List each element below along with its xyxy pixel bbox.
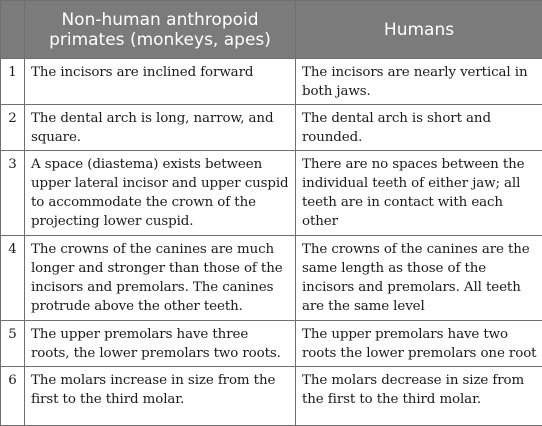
header-row	[1, 1, 542, 59]
humans-cell: The incisors are nearly vertical in both jaws.	[296, 59, 542, 105]
humans-cell: The upper premolars have two roots the lower premolars one root	[296, 321, 542, 367]
table-row	[1, 151, 542, 236]
row-number: 4	[1, 236, 25, 321]
primates-cell: The incisors are inclined forward	[25, 59, 296, 105]
row-number: 1	[1, 59, 25, 105]
primates-cell: The molars increase in size from the first to the third molar.	[25, 367, 296, 426]
table-row	[1, 321, 542, 367]
row-number: 5	[1, 321, 25, 367]
table-row	[1, 59, 542, 105]
table-row	[1, 236, 542, 321]
row-number: 2	[1, 105, 25, 151]
header-primates: Non-human anthropoid primates (monkeys, apes)	[25, 1, 296, 59]
primates-cell: The upper premolars have three roots, the lower premolars two roots.	[25, 321, 296, 367]
table-row	[1, 367, 542, 426]
humans-cell: There are no spaces between the individual teeth of either jaw; all teeth are in contact with each other	[296, 151, 542, 236]
primates-cell: A space (diastema) exists between upper lateral incisor and upper cuspid to accommodate the crown of the projecting lower cuspid.	[25, 151, 296, 236]
table-body	[1, 59, 542, 426]
humans-cell: The dental arch is short and rounded.	[296, 105, 542, 151]
humans-cell: The molars decrease in size from the first to the third molar.	[296, 367, 542, 426]
primates-cell: The crowns of the canines are much longer and stronger than those of the incisors and premolars. The canines protrude above the other teeth.	[25, 236, 296, 321]
primates-cell: The dental arch is long, narrow, and square.	[25, 105, 296, 151]
row-number: 6	[1, 367, 25, 426]
table-row	[1, 105, 542, 151]
header-humans: Humans	[296, 1, 542, 59]
header-number-cell	[1, 1, 25, 59]
humans-cell: The crowns of the canines are the same length as those of the incisors and premolars. All teeth are the same level	[296, 236, 542, 321]
row-number: 3	[1, 151, 25, 236]
table-header	[1, 1, 542, 59]
